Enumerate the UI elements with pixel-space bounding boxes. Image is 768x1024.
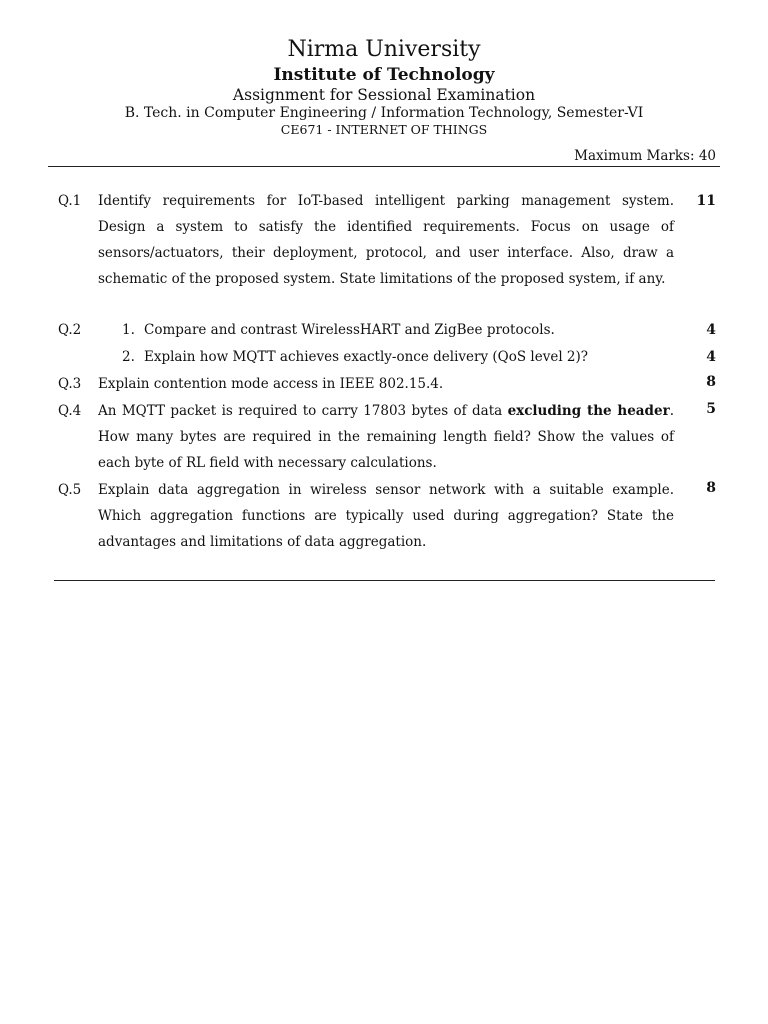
question-marks: 11: [696, 193, 716, 209]
question-text-part: . How many bytes are required in the remaining length field? Show the values of each byte of RL field with necessary calculations.: [98, 403, 674, 471]
subquestion-text: Compare and contrast WirelessHART and ZigBee protocols.: [144, 322, 555, 338]
maximum-marks: Maximum Marks: 40: [574, 148, 716, 164]
question-text: Identify requirements for IoT-based intelligent parking management system. Design a system to satisfy the identified requirements. Focus on usage of sensors/actuators, their deployment, protocol, and user interface. Also, draw a schematic of the proposed system. State limitations of the proposed system, if any.: [98, 193, 674, 287]
subquestion-2: [122, 344, 682, 370]
emphasis-text: excluding the header: [507, 403, 670, 419]
question-number: Q.1: [58, 193, 82, 209]
question-number: Q.4: [58, 403, 82, 419]
question-marks: 5: [706, 401, 716, 417]
university-name: Nirma University: [287, 37, 481, 62]
question-text: Explain contention mode access in IEEE 802.15.4.: [98, 376, 444, 392]
question-text: [98, 398, 674, 476]
subquestion-marks: 4: [706, 322, 716, 338]
question-marks: 8: [706, 374, 716, 390]
subquestion-text: Explain how MQTT achieves exactly-once delivery (QoS level 2)?: [144, 349, 589, 365]
programme-line: B. Tech. in Computer Engineering / Information Technology, Semester-VI: [124, 105, 644, 121]
institute-name: Institute of Technology: [273, 65, 495, 85]
exam-header: [0, 36, 768, 138]
question-text: Explain data aggregation in wireless sensor network with a suitable example. Which aggregation functions are typically used during aggregation? State the advantages and limitations of data aggregation.: [98, 482, 674, 550]
question-number: Q.5: [58, 482, 82, 498]
question-number: Q.2: [58, 322, 82, 338]
header-divider: [48, 166, 720, 167]
question-marks: 8: [706, 480, 716, 496]
subquestion-number: 2.: [122, 349, 135, 365]
course-title: CE671 - INTERNET OF THINGS: [280, 122, 488, 137]
subquestion-marks: 4: [706, 349, 716, 365]
question-text-part: An MQTT packet is required to carry 17803 bytes of data: [98, 403, 508, 419]
subquestion-number: 1.: [122, 322, 135, 338]
question-number: Q.3: [58, 376, 82, 392]
assignment-title: Assignment for Sessional Examination: [232, 86, 536, 104]
footer-divider: [54, 580, 715, 581]
subquestion-1: [122, 317, 682, 343]
